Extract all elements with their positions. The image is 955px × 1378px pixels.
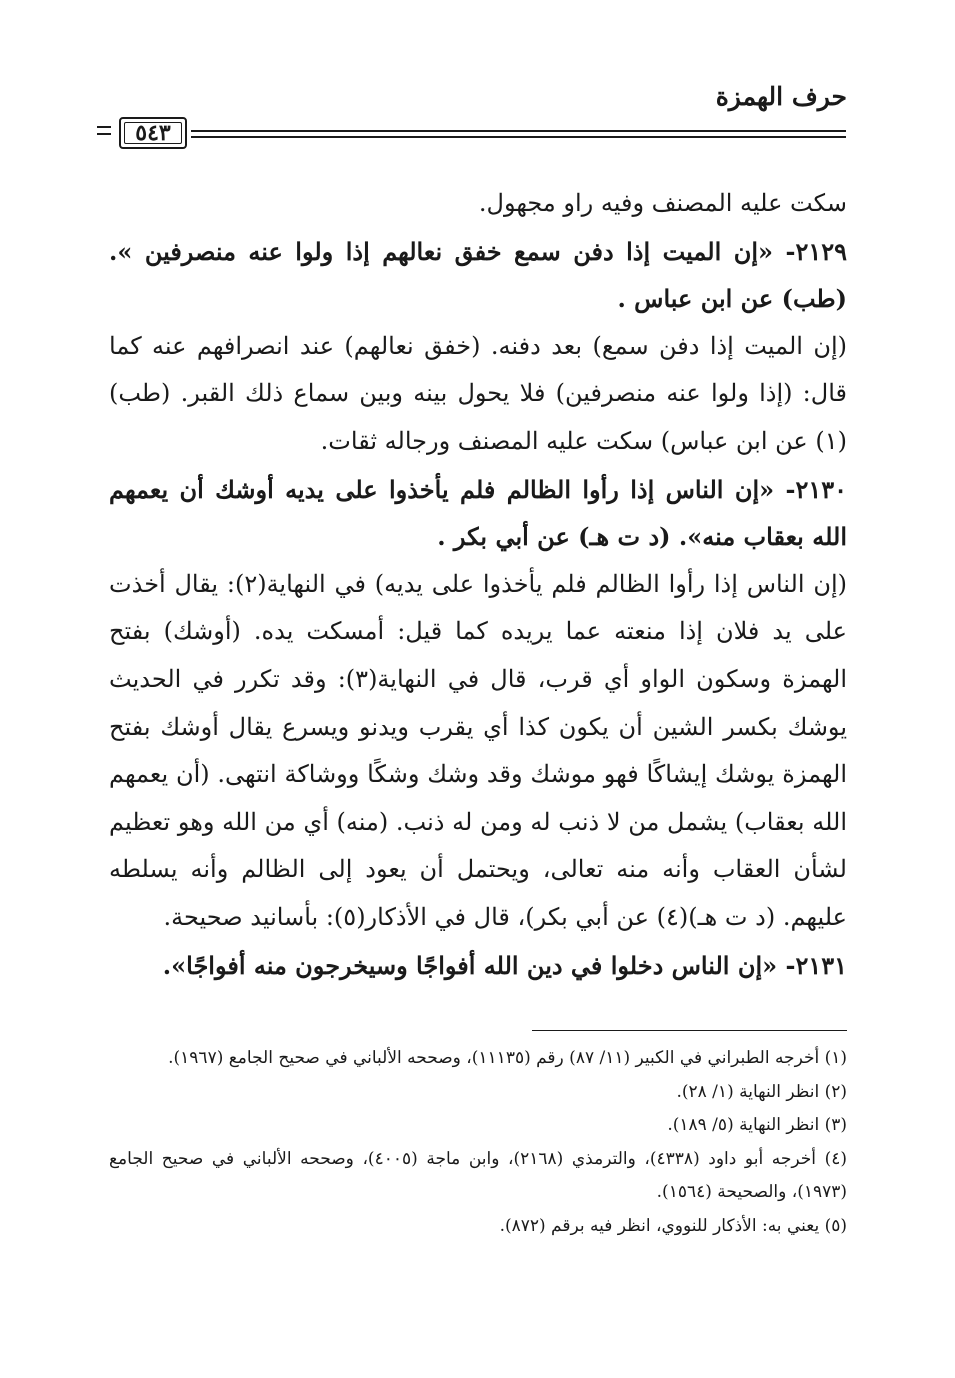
footnote-3: (٣) انظر النهاية (٥/ ١٨٩). (667, 1115, 847, 1135)
footnote-4: (٤) أخرجه أبو داود (٤٣٣٨)، والترمذي (٢١٦٨)، وابن ماجة (٤٠٠٥)، وصححه الألباني في صحيح الجامع (١٩٧٣)، والصحيحة (١٥٦٤). (109, 1148, 847, 1202)
hadith-2129: ٢١٢٩- «إن الميت إذا دفن سمع خفق نعالهم إذا ولوا عنه منصرفين ». (طب) عن ابن عباس . (109, 236, 847, 314)
hadith-2130: ٢١٣٠- «إن الناس إذا رأوا الظالم فلم يأخذوا على يديه أوشك أن يعمهم الله بعقاب منه». (د ت هـ) عن أبي بكر . (109, 474, 847, 552)
hadith-2131: ٢١٣١- «إن الناس دخلوا في دين الله أفواجًا وسيخرجون منه أفواجًا». (162, 950, 847, 980)
footnote-1: (١) أخرجه الطبراني في الكبير (١١/ ٨٧) رقم (١١١٣٥)، وصححه الألباني في صحيح الجامع (١٩٦٧). (168, 1048, 847, 1068)
footnote-5: (٥) يعني به: الأذكار للنووي، انظر فيه برقم (٨٧٢). (499, 1215, 847, 1236)
paragraph-1: سكت عليه المصنف وفيه راو مجهول. (478, 189, 847, 217)
footnotes (109, 1042, 847, 1243)
header-rule (97, 117, 846, 151)
page-number: ٥٤٣ (119, 117, 187, 149)
commentary-2130: (إن الناس إذا رأوا الظالم فلم يأخذوا على يديه) في النهاية(٢): يقال أخذت على يد فلان إذا منعته عما يريده كما قيل: أمسكت يده. (أوشك) بفتح الهمزة وسكون الواو أي قرب، قال في النهاية(٣): وقد تكرر في الحديث يوشك بكسر الشين أن يكون كذا أي يقرب ويدنو ويسرع يقال أوشك بفتح الهمزة يوشك إيشاكًا فهو موشك وقد وشك وشكًا ووشاكة انتهى. (أن يعمهم الله بعقاب) يشمل من لا ذنب له ومن له ذنب. (منه) أي من الله وهو تعظيم لشأن العقاب وأنه منه تعالى، ويحتمل أن يعود إلى الظالم وأنه يسلطه عليهم. (د ت هـ)(٤) عن أبي بكر)، قال في الأذكار(٥): بأسانيد صحيحة. (109, 569, 847, 931)
main-text (109, 180, 847, 989)
commentary-2129: (إن الميت إذا دفن سمع) بعد دفنه. (خفق نعالهم) عند انصرافهم عنه كما قال: (إذا ولوا عنه منصرفين) فلا يحول بينه وبين سماع ذلك القبر. (طب)(١) عن ابن عباس) سكت عليه المصنف ورجاله ثقات. (109, 331, 847, 455)
footnote-2: (٢) انظر النهاية (١/ ٢٨). (676, 1081, 847, 1102)
chapter-title: حرف الهمزة (715, 82, 847, 111)
footnote-separator (532, 1030, 847, 1031)
